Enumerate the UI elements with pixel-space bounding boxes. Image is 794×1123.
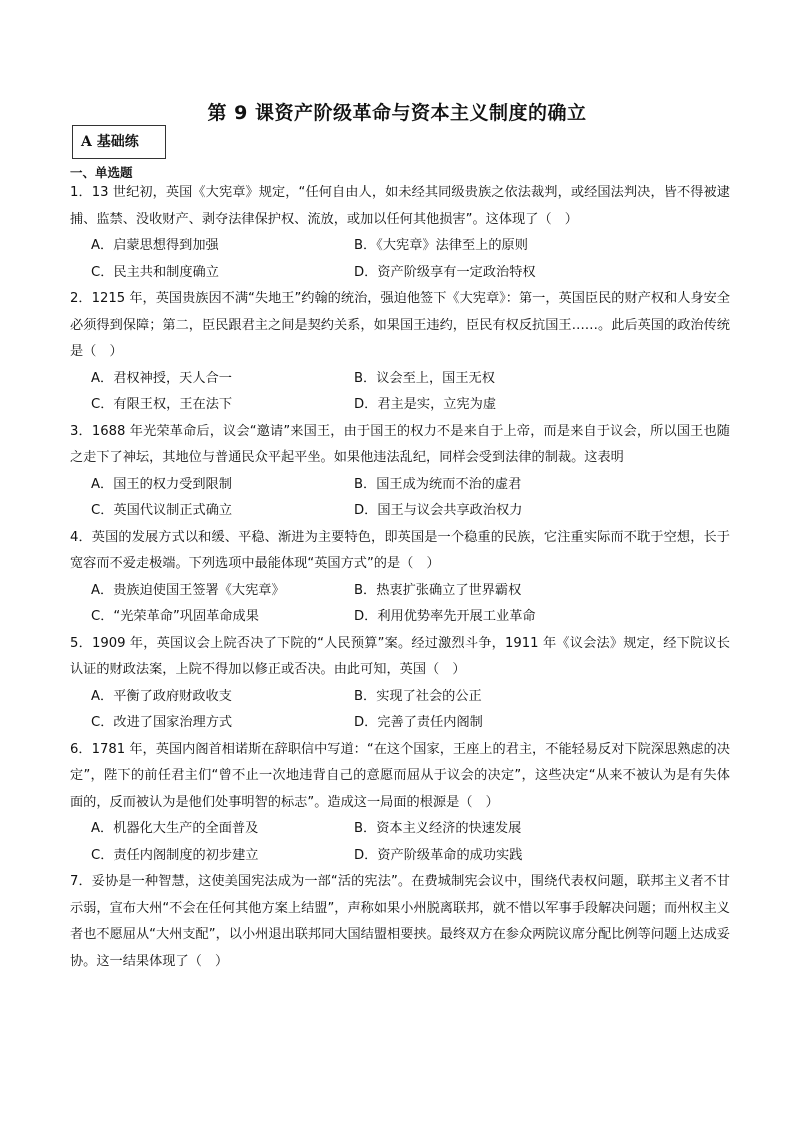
option-d: D．完善了责任内阁制 bbox=[354, 715, 483, 730]
option-grid bbox=[70, 472, 730, 525]
option-b: B．热衷扩张确立了世界霸权 bbox=[354, 582, 522, 598]
level-badge: A 基础练 bbox=[72, 125, 166, 159]
option-a: A．机器化大生产的全面普及 bbox=[91, 821, 259, 836]
option-a: A．君权神授，天人合一 bbox=[91, 370, 232, 386]
question-1 bbox=[70, 180, 730, 286]
option-c: C．责任内阁制度的初步建立 bbox=[91, 847, 259, 863]
option-grid bbox=[70, 816, 730, 869]
option-grid bbox=[70, 578, 730, 631]
option-c: C．民主共和制度确立 bbox=[91, 264, 219, 280]
option-b: B．实现了社会的公正 bbox=[354, 688, 482, 704]
option-c: C．有限王权，王在法下 bbox=[91, 397, 233, 412]
option-d: D．利用优势率先开展工业革命 bbox=[354, 609, 536, 624]
question-stem: 3．1688 年光荣革命后，议会“邀请”来国王，由于国王的权力不是来自于上帝，而是来自于议会，所以国王也随之走下了神坛，其地位与普通民众平起平坐。如果他违法乱纪，同样会受到法律的制裁。这表明 bbox=[70, 423, 730, 465]
option-c: C．改进了国家治理方式 bbox=[91, 715, 233, 730]
question-5 bbox=[70, 631, 730, 737]
question-stem: 4．英国的发展方式以和缓、平稳、渐进为主要特色，即英国是一个稳重的民族，它注重实际而不耽于空想，长于宽容而不爱走极端。下列选项中最能体现“英国方式”的是（ ） bbox=[70, 529, 730, 571]
option-grid bbox=[70, 233, 730, 286]
section-heading: 一、单选题 bbox=[70, 165, 133, 180]
option-d: D．君主是实，立宪为虚 bbox=[354, 397, 497, 412]
question-stem: 5．1909 年，英国议会上院否决了下院的“人民预算”案。经过激烈斗争，1911 年《议会法》规定，经下院议长认证的财政法案，上院不得加以修正或否决。由此可知，英国（ ） bbox=[70, 635, 730, 677]
question-stem: 1．13 世纪初，英国《大宪章》规定，“任何自由人，如未经其同级贵族之依法裁判，或经国法判决，皆不得被逮捕、监禁、没收财产、剥夺法律保护权、流放，或加以任何其他损害”。这体现了（ ） bbox=[70, 185, 730, 227]
option-b: B．议会至上，国王无权 bbox=[354, 370, 495, 386]
question-6 bbox=[70, 737, 730, 870]
option-b: B．国王成为统而不治的虚君 bbox=[354, 476, 522, 492]
question-4 bbox=[70, 525, 730, 631]
question-stem: 6．1781 年，英国内阁首相诺斯在辞职信中写道：“在这个国家，王座上的君主，不能轻易反对下院深思熟虑的决定”，陛下的前任君主们“曾不止一次地违背自己的意愿而屈从于议会的决定”，这些决定“从来不被认为是有失体面的，反而被认为是他们处事明智的标志”。造成这一局面的根源是（ ） bbox=[70, 741, 730, 810]
option-c: C．英国代议制正式确立 bbox=[91, 503, 233, 518]
option-d: D．国王与议会共享政治权力 bbox=[354, 503, 523, 518]
page-title: 第 9 课资产阶级革命与资本主义制度的确立 bbox=[207, 102, 587, 124]
option-c: C．“光荣革命”巩固革命成果 bbox=[91, 609, 259, 624]
question-7 bbox=[70, 869, 730, 975]
option-grid bbox=[70, 684, 730, 737]
question-stem: 7．妥协是一种智慧，这使美国宪法成为一部“活的宪法”。在费城制宪会议中，围绕代表权问题，联邦主义者不甘示弱，宣布大州“不会在任何其他方案上结盟”，声称如果小州脱离联邦，就不惜以军事手段解决问题；而州权主义者也不愿屈从“大州支配”，以小州退出联邦同大国结盟相要挟。最终双方在参众两院议席分配比例等问题上达成妥协。这一结果体现了（ ） bbox=[70, 874, 730, 969]
option-a: A．启蒙思想得到加强 bbox=[91, 238, 219, 253]
option-a: A．国王的权力受到限制 bbox=[91, 476, 232, 492]
option-a: A．贵族迫使国王签署《大宪章》 bbox=[91, 582, 285, 598]
question-stem: 2．1215 年，英国贵族因不满“失地王”约翰的统治，强迫他签下《大宪章》：第一，英国臣民的财产权和人身安全必须得到保障；第二，臣民跟君主之间是契约关系，如果国王违约，臣民有权反抗国王……。此后英国的政治传统是（ ） bbox=[70, 291, 730, 359]
option-a: A．平衡了政府财政收支 bbox=[91, 688, 232, 704]
question-list bbox=[70, 180, 730, 975]
question-2 bbox=[70, 286, 730, 419]
option-d: D．资产阶级享有一定政治特权 bbox=[354, 264, 536, 280]
option-d: D．资产阶级革命的成功实践 bbox=[354, 847, 523, 863]
option-b: B．资本主义经济的快速发展 bbox=[354, 821, 522, 836]
question-3 bbox=[70, 419, 730, 525]
option-grid bbox=[70, 366, 730, 419]
option-b: B．《大宪章》法律至上的原则 bbox=[354, 238, 528, 253]
